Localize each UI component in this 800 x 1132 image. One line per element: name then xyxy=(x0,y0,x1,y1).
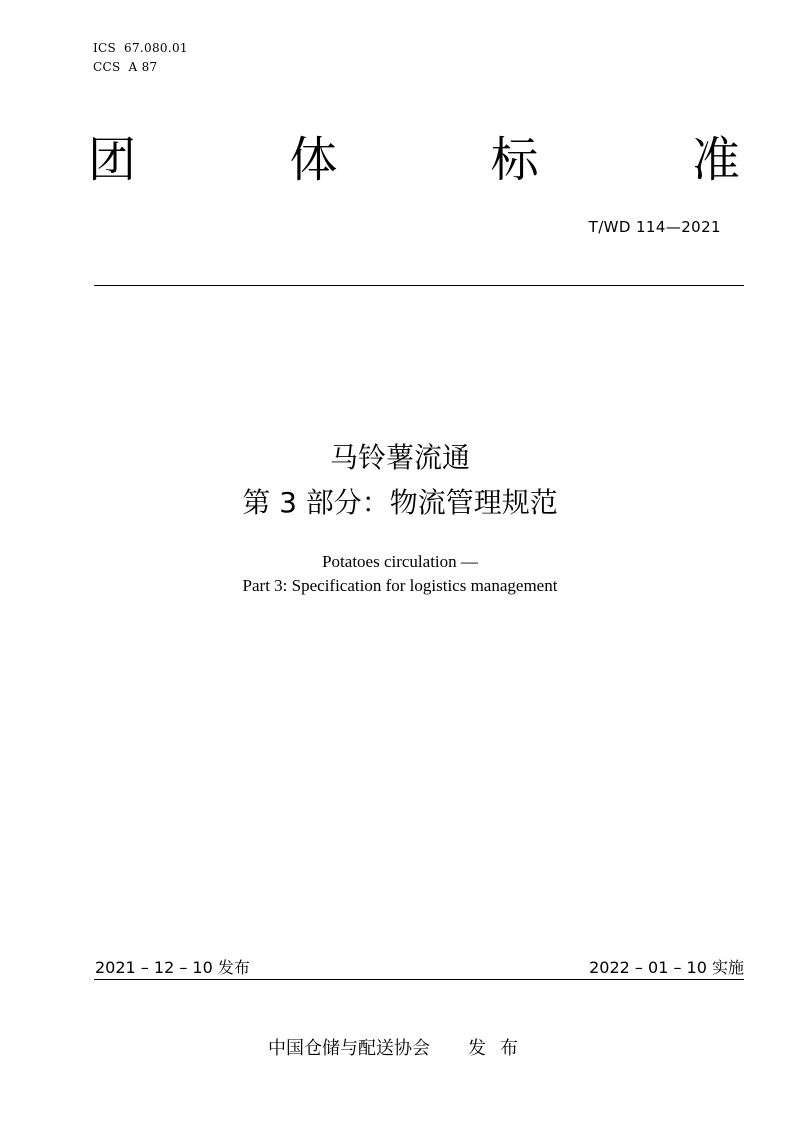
header-divider xyxy=(94,285,744,286)
ccs-label: CCS xyxy=(93,60,121,74)
english-title-line-2: Part 3: Specification for logistics management xyxy=(242,576,558,595)
publisher-action: 发布 xyxy=(468,1038,532,1059)
standard-type-char: 标 xyxy=(490,132,539,188)
publisher-organization: 中国仓储与配送协会 xyxy=(268,1038,430,1059)
standard-type-title xyxy=(88,130,740,190)
english-title-line-1: Potatoes circulation — xyxy=(322,552,478,571)
footer-divider xyxy=(94,979,744,980)
ccs-row xyxy=(93,58,196,77)
release-date: 2021 – 12 – 10 发布 xyxy=(95,958,250,977)
implementation-date: 2022 – 01 – 10 实施 xyxy=(589,958,744,977)
chinese-title-line-2: 第 3 部分：物流管理规范 xyxy=(242,486,558,519)
standard-number: T/WD 114—2021 xyxy=(588,218,721,236)
ccs-code: A 87 xyxy=(128,60,158,74)
chinese-title-line-1: 马铃薯流通 xyxy=(329,441,470,474)
ics-row xyxy=(93,39,196,58)
standard-type-char: 准 xyxy=(691,132,740,188)
ics-label: ICS xyxy=(93,41,117,55)
classification-codes xyxy=(93,39,196,77)
standard-type-char: 体 xyxy=(289,132,338,188)
standard-type-char: 团 xyxy=(88,132,137,188)
ics-code: 67.080.01 xyxy=(124,41,188,55)
publisher-line xyxy=(0,1034,800,1060)
